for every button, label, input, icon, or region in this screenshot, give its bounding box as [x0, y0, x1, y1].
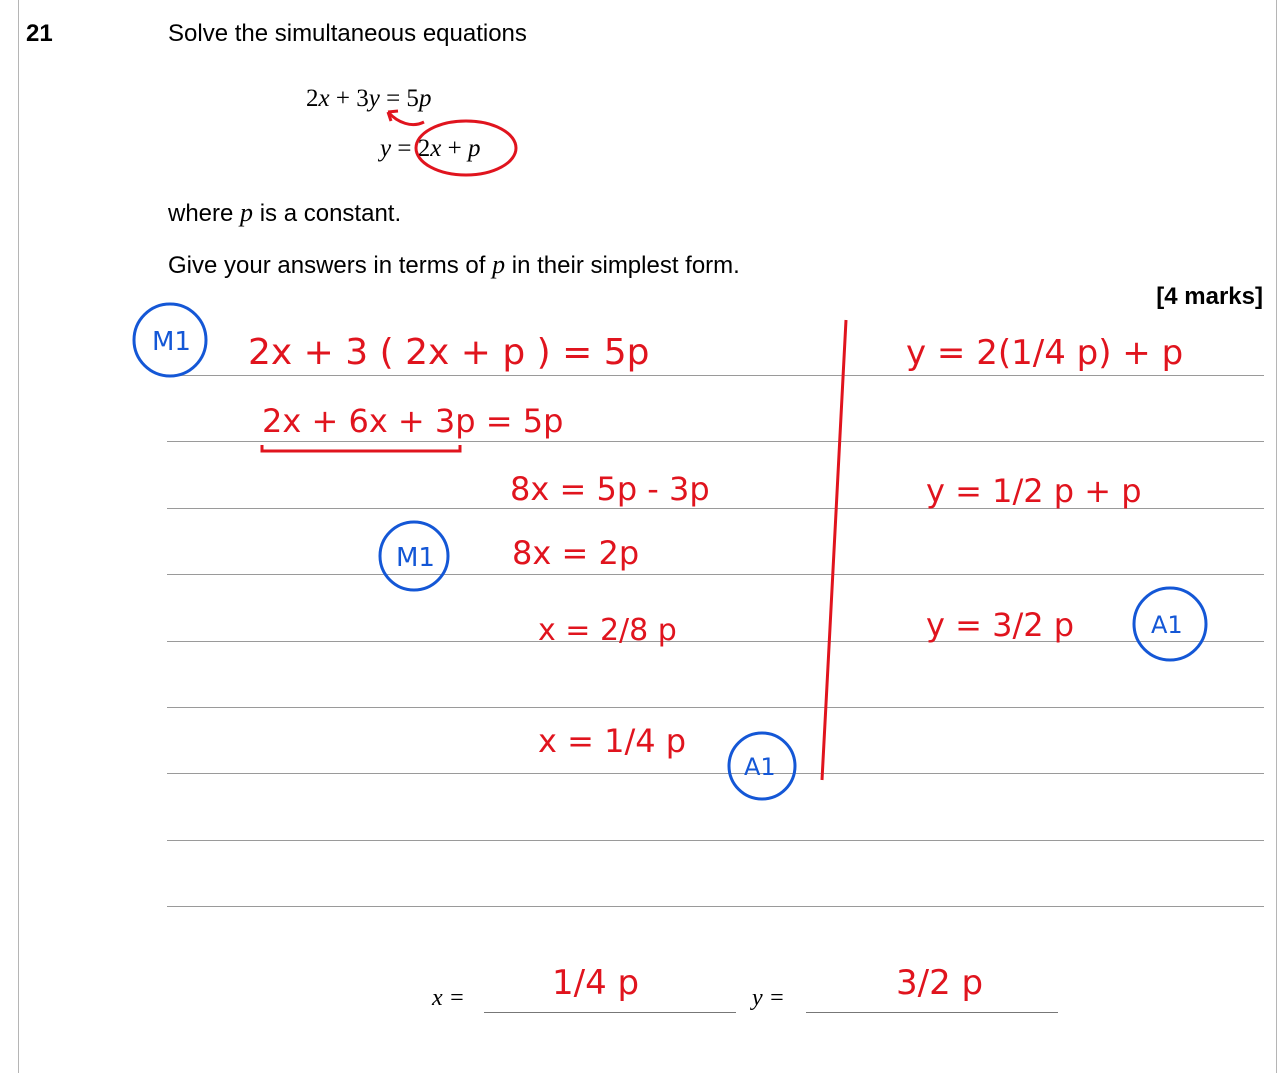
- working-y-line-2: y = 1/2 p + p: [926, 472, 1142, 510]
- y-answer-label: y =: [752, 985, 785, 1011]
- equation-2: y = 2x + p: [380, 135, 481, 162]
- substitution-arrow: [388, 112, 424, 125]
- answer-instruction: Give your answers in terms of p in their simplest form.: [168, 250, 740, 279]
- constant-note: where p is a constant.: [168, 198, 402, 227]
- working-y-line-3: y = 3/2 p: [926, 606, 1075, 644]
- working-y-line-1: y = 2(1/4 p) + p: [906, 333, 1184, 373]
- equation-1: 2x + 3y = 5p: [306, 85, 432, 112]
- answer-y-value: 3/2 p: [896, 963, 984, 1003]
- answer-x-value: 1/4 p: [552, 963, 640, 1003]
- working-line-6: x = 1/4 p: [538, 722, 687, 760]
- mark-m1-a: M1: [152, 327, 191, 357]
- working-line-2: 2x + 6x + 3p = 5p: [262, 402, 564, 440]
- question-instruction: Solve the simultaneous equations: [168, 20, 527, 47]
- working-line-3: 8x = 5p - 3p: [510, 470, 710, 508]
- marks-label: [4 marks]: [1156, 283, 1263, 310]
- working-line-1: 2x + 3 ( 2x + p ) = 5p: [248, 332, 650, 373]
- work-divider: [822, 320, 846, 780]
- working-line-4: 8x = 2p: [512, 534, 640, 572]
- x-answer-label: x =: [432, 985, 465, 1011]
- mark-m1-b: M1: [396, 543, 435, 573]
- question-number: 21: [26, 20, 53, 47]
- substitution-circle: [416, 121, 516, 175]
- mark-a1-x: A1: [744, 753, 776, 781]
- collect-terms-underline: [262, 445, 460, 451]
- working-line-5: x = 2/8 p: [538, 613, 677, 648]
- mark-a1-y: A1: [1151, 611, 1183, 639]
